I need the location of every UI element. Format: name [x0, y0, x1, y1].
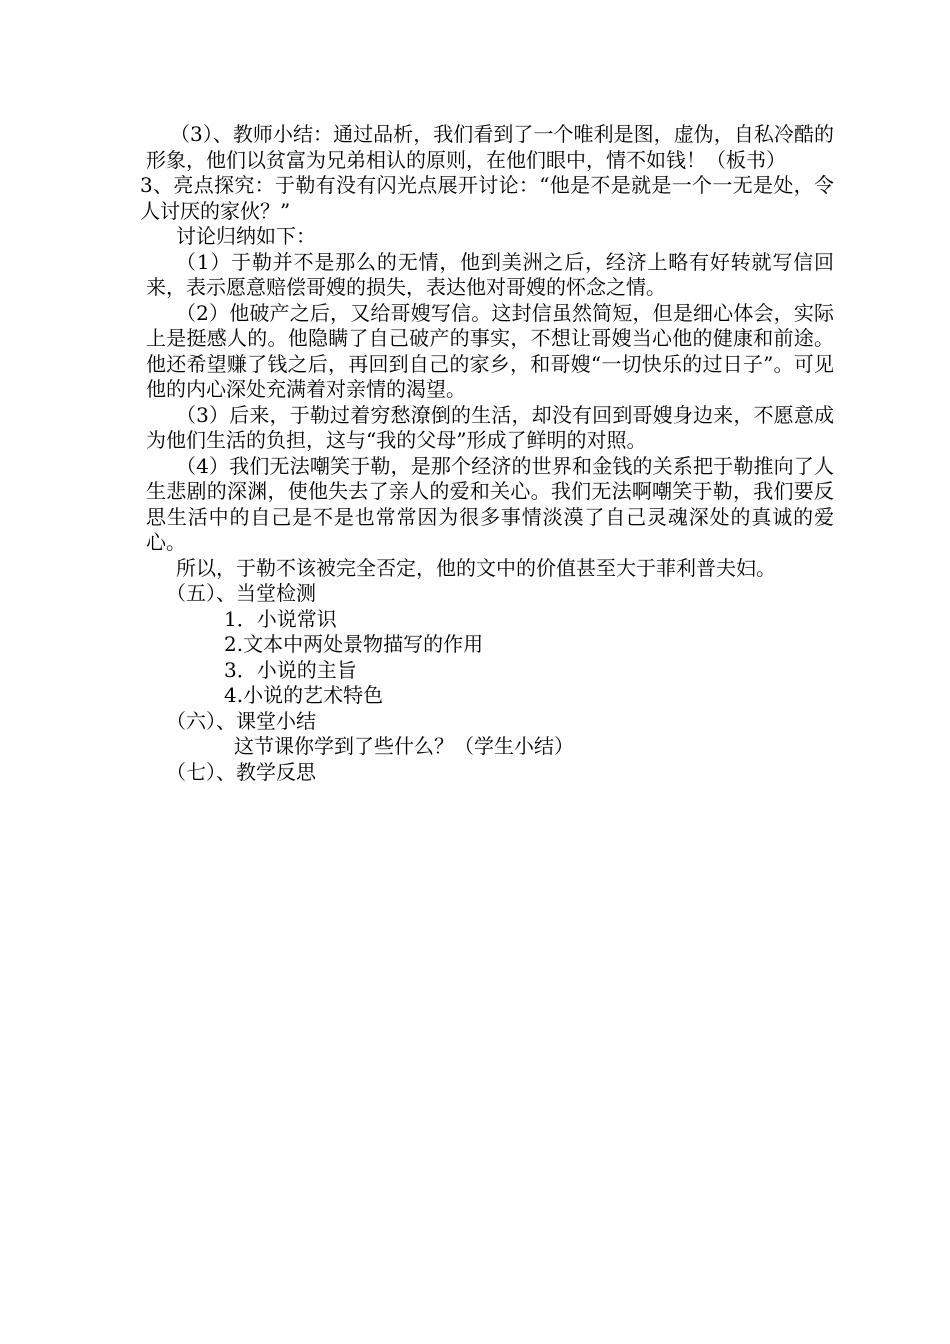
list-item: 4.小说的艺术特色: [224, 683, 384, 707]
document-body: [140, 122, 834, 785]
section-7-heading: （七）、教学反思: [166, 759, 316, 784]
section-6-text: 这节课你学到了些什么？（学生小结）: [234, 734, 574, 758]
teacher-summary-paragraph: （3）、教师小结：通过品析，我们看到了一个唯利是图，虚伪，自私冷酷的形象，他们以贫富为兄弟相认的原则，在他们眼中，情不如钱！（板书）: [146, 122, 834, 172]
discussion-summary-heading: 讨论归纳如下：: [176, 224, 316, 248]
discussion-point-2: （2）他破产之后，又给哥嫂写信。这封信虽然简短，但是细心体会，实际上是挺感人的。他隐瞒了自己破产的事实，不想让哥嫂当心他的健康和前途。他还希望赚了钱之后，再回到自己的家乡，和哥嫂“一切快乐的过日子”。可见他的内心深处充满着对亲情的渴望。: [146, 300, 834, 401]
list-item: 1．小说常识: [224, 606, 337, 631]
highlight-exploration-paragraph: 3、亮点探究：于勒有没有闪光点展开讨论：“他是不是就是一个一无是处，令人讨厌的家伙？”: [140, 173, 834, 223]
discussion-point-1: （1）于勒并不是那么的无情，他到美洲之后，经济上略有好转就写信回来，表示愿意赔偿哥嫂的损失，表达他对哥嫂的怀念之情。: [146, 249, 834, 299]
list-item: 3．小说的主旨: [224, 657, 357, 682]
conclusion-paragraph: 所以，于勒不该被完全否定，他的文中的价值甚至大于菲利普夫妇。: [176, 555, 776, 580]
discussion-point-4: （4）我们无法嘲笑于勒，是那个经济的世界和金钱的关系把于勒推向了人生悲剧的深渊，使他失去了亲人的爱和关心。我们无法啊嘲笑于勒，我们要反思生活中的自己是不是也常常因为很多事情淡漠了自己灵魂深处的真诚的爱心。: [146, 453, 834, 554]
discussion-point-3: （3）后来，于勒过着穷愁潦倒的生活，却没有回到哥嫂身边来，不愿意成为他们生活的负担，这与“我的父母”形成了鲜明的对照。: [146, 402, 834, 452]
list-item: 2.文本中两处景物描写的作用: [224, 632, 484, 656]
section-6-heading: （六）、课堂小结: [166, 708, 316, 733]
section-5-heading: （五）、当堂检测: [166, 581, 316, 605]
